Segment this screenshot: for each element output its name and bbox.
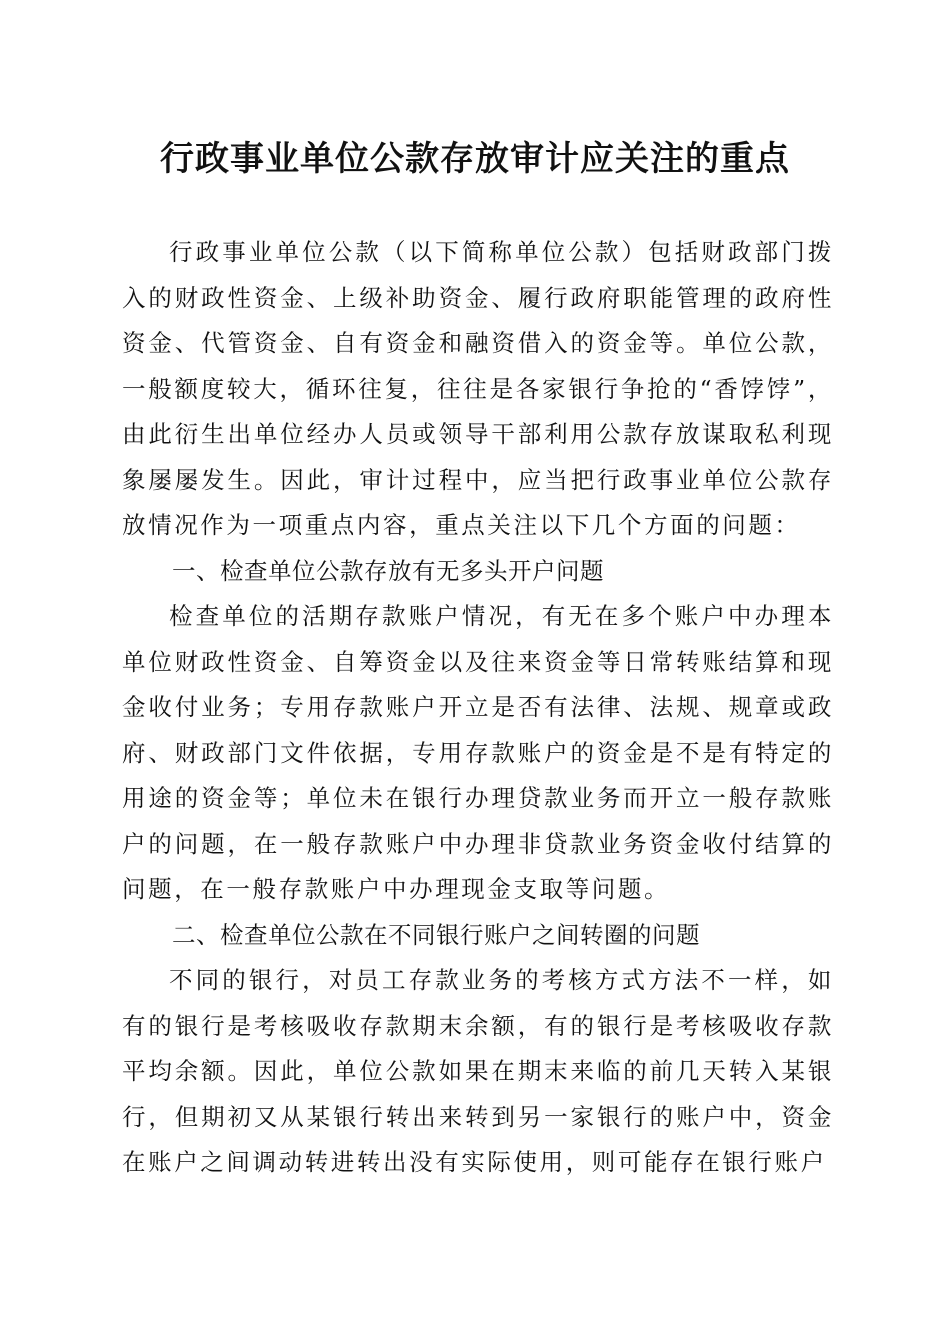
- section-1-heading: 一、检查单位公款存放有无多头开户问题: [172, 556, 604, 585]
- intro-paragraph: 行政事业单位公款（以下简称单位公款）包括财政部门拨入的财政性资金、上级补助资金、履行政府职能管理的政府性资金、代管资金、自有资金和融资借入的资金等。单位公款，一般额度较大，循环往复，往往是各家银行争抢的“香饽饽”，由此衍生出单位经办人员或领导干部利用公款存放谋取私利现象屡屡发生。因此，审计过程中，应当把行政事业单位公款存放情况作为一项重点内容，重点关注以下几个方面的问题：: [122, 238, 834, 539]
- section-1-paragraph: 检查单位的活期存款账户情况，有无在多个账户中办理本单位财政性资金、自筹资金以及往来资金等日常转账结算和现金收付业务；专用存款账户开立是否有法律、法规、规章或政府、财政部门文件依据，专用存款账户的资金是不是有特定的用途的资金等；单位未在银行办理贷款业务而开立一般存款账户的问题，在一般存款账户中办理非贷款业务资金收付结算的问题，在一般存款账户中办理现金支取等问题。: [122, 602, 834, 903]
- section-2-paragraph: 不同的银行，对员工存款业务的考核方式方法不一样，如有的银行是考核吸收存款期末余额，有的银行是考核吸收存款平均余额。因此，单位公款如果在期末来临的前几天转入某银行，但期初又从某银行转出来转到另一家银行的账户中，资金在账户之间调动转进转出没有实际使用，则可能存在银行账户: [122, 966, 834, 1176]
- section-2-heading: 二、检查单位公款在不同银行账户之间转圈的问题: [172, 920, 700, 949]
- page-title: 行政事业单位公款存放审计应关注的重点: [160, 139, 790, 179]
- document-body: [122, 230, 834, 1186]
